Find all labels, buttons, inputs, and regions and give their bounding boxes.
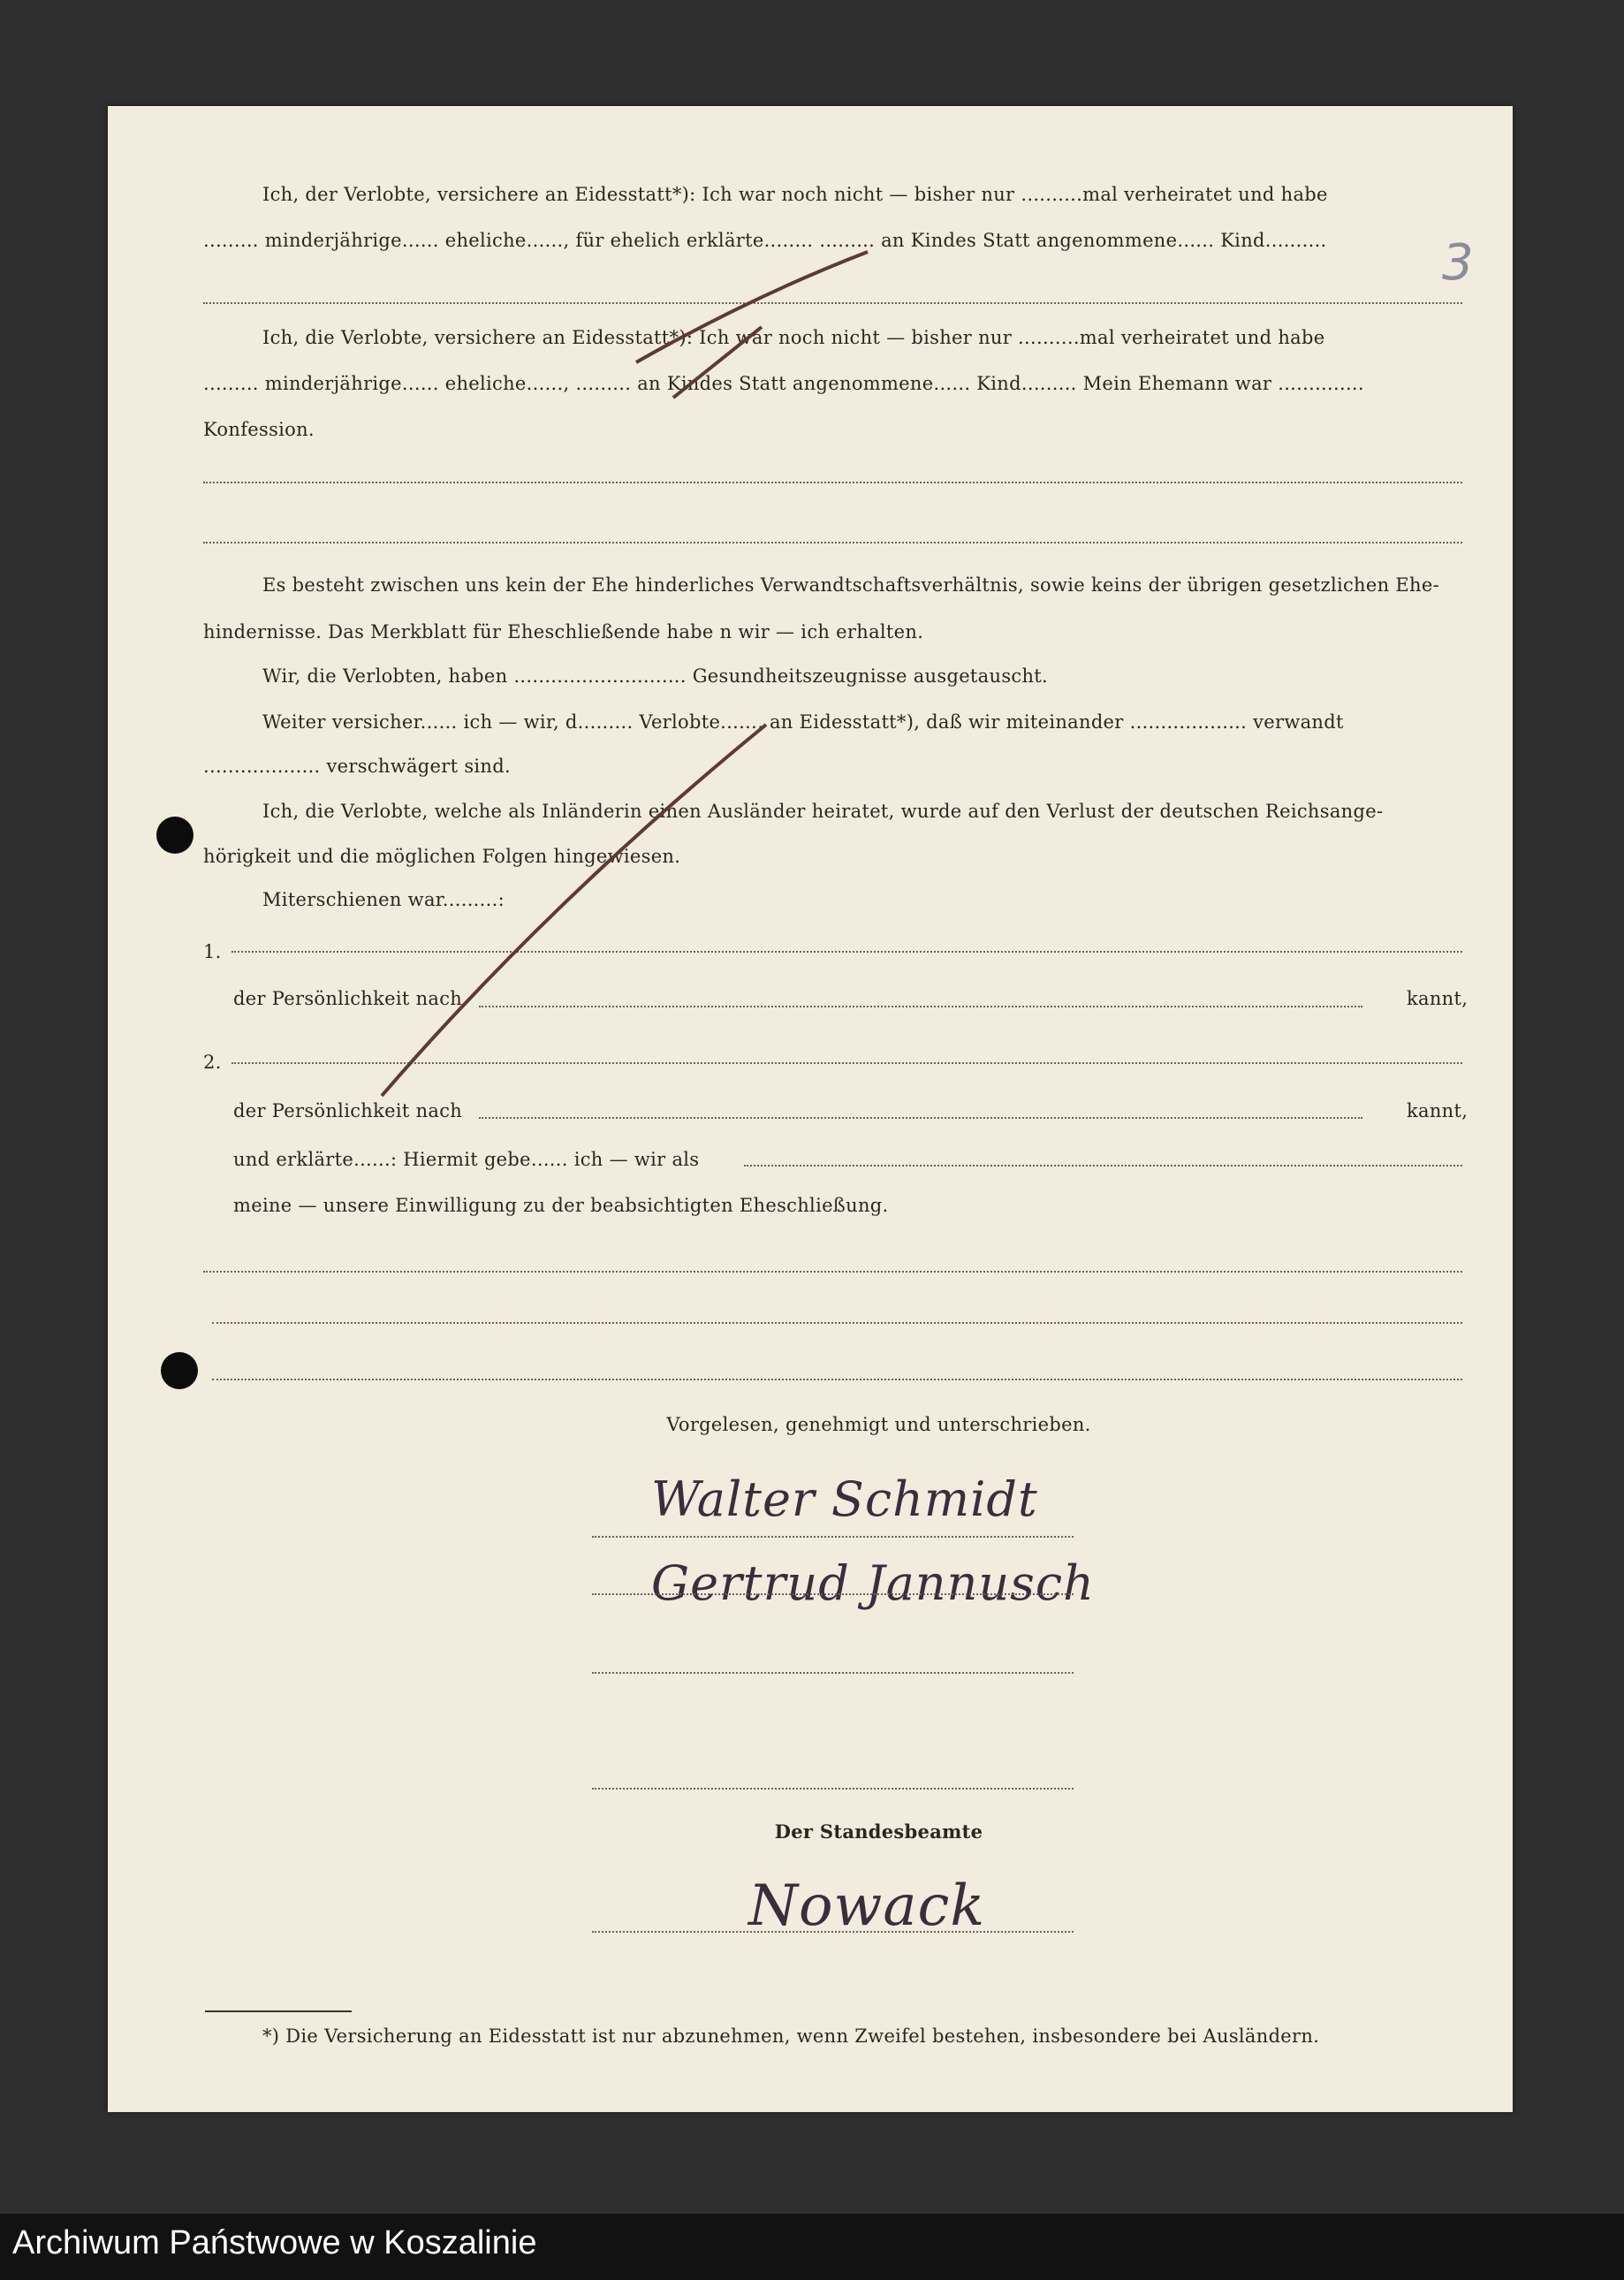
witness-number-1: 1. xyxy=(203,941,222,962)
text-line-17-end: kannt, xyxy=(1407,1100,1468,1121)
footnote: *) Die Versicherung an Eidesstatt ist nur abzunehmen, wenn Zweifel bestehen, insbesondere bei Ausländern. xyxy=(262,2025,1320,2047)
signature-registrar: Nowack xyxy=(748,1873,986,1939)
text-line-15: der Persönlichkeit nach xyxy=(233,988,463,1009)
text-line-8: Wir, die Verlobten, haben ............................ Gesundheitszeugnisse ausgetauscht. xyxy=(262,665,1048,687)
text-line-11: Ich, die Verlobte, welche als Inländerin einen Ausländer heiratet, wurde auf den Verlust der deutschen Reichsange- xyxy=(262,801,1384,822)
strike-through-lines xyxy=(108,106,1513,2112)
text-line-1: Ich, der Verlobte, versichere an Eidesstatt*): Ich war noch nicht — bisher nur ..........mal verheiratet und habe xyxy=(262,184,1328,205)
text-line-7: hindernisse. Das Merkblatt für Eheschließende habe n wir — ich erhalten. xyxy=(203,621,924,642)
text-line-13: Miterschienen war.........: xyxy=(262,889,505,910)
strike-line-lower xyxy=(382,725,766,1096)
text-line-15-end: kannt, xyxy=(1407,988,1468,1009)
text-line-18: und erklärte......: Hiermit gebe...... ich — wir als xyxy=(233,1149,700,1170)
footer-bar xyxy=(0,2214,1624,2280)
text-line-6: Es besteht zwischen uns kein der Ehe hinderliches Verwandtschaftsverhältnis, sowie keins der übrigen gesetzlichen Ehe- xyxy=(262,574,1439,596)
text-line-5: Konfession. xyxy=(203,419,315,440)
signature-1: Walter Schmidt xyxy=(651,1471,1038,1527)
text-line-19: meine — unsere Einwilligung zu der beabsichtigten Eheschließung. xyxy=(233,1195,889,1216)
strike-line-mid xyxy=(673,327,762,398)
page-number: 3 xyxy=(1442,234,1474,292)
archive-name: Archiwum Państwowe w Koszalinie xyxy=(12,2224,537,2261)
witness-number-2: 2. xyxy=(203,1052,222,1073)
text-line-17: der Persönlichkeit nach xyxy=(233,1100,463,1121)
read-approved-text: Vorgelesen, genehmigt und unterschrieben. xyxy=(666,1414,1091,1435)
registrar-title: Der Standesbeamte xyxy=(774,1820,983,1843)
text-line-9: Weiter versicher...... ich — wir, d......... Verlobte......, an Eidesstatt*), daß wir miteinander ................... verwandt xyxy=(262,711,1344,733)
signature-2: Gertrud Jannusch xyxy=(651,1555,1095,1611)
punch-hole xyxy=(161,1352,198,1389)
strike-line-upper xyxy=(636,252,868,362)
text-line-4: ......... minderjährige...... eheliche......, ......... an Kindes Statt angenommene...... Kind......... Mein Ehemann war .............. xyxy=(203,373,1364,394)
text-line-2: ......... minderjährige...... eheliche......, für ehelich erklärte........ ......... an Kindes Statt angenommene...... Kind.......... xyxy=(203,230,1327,251)
document-page xyxy=(108,106,1513,2112)
text-line-10: ................... verschwägert sind. xyxy=(203,756,511,777)
text-line-12: hörigkeit und die möglichen Folgen hingewiesen. xyxy=(203,846,681,867)
text-line-3: Ich, die Verlobte, versichere an Eidesstatt*): Ich war noch nicht — bisher nur ..........mal verheiratet und habe xyxy=(262,327,1325,348)
punch-hole xyxy=(156,817,194,854)
